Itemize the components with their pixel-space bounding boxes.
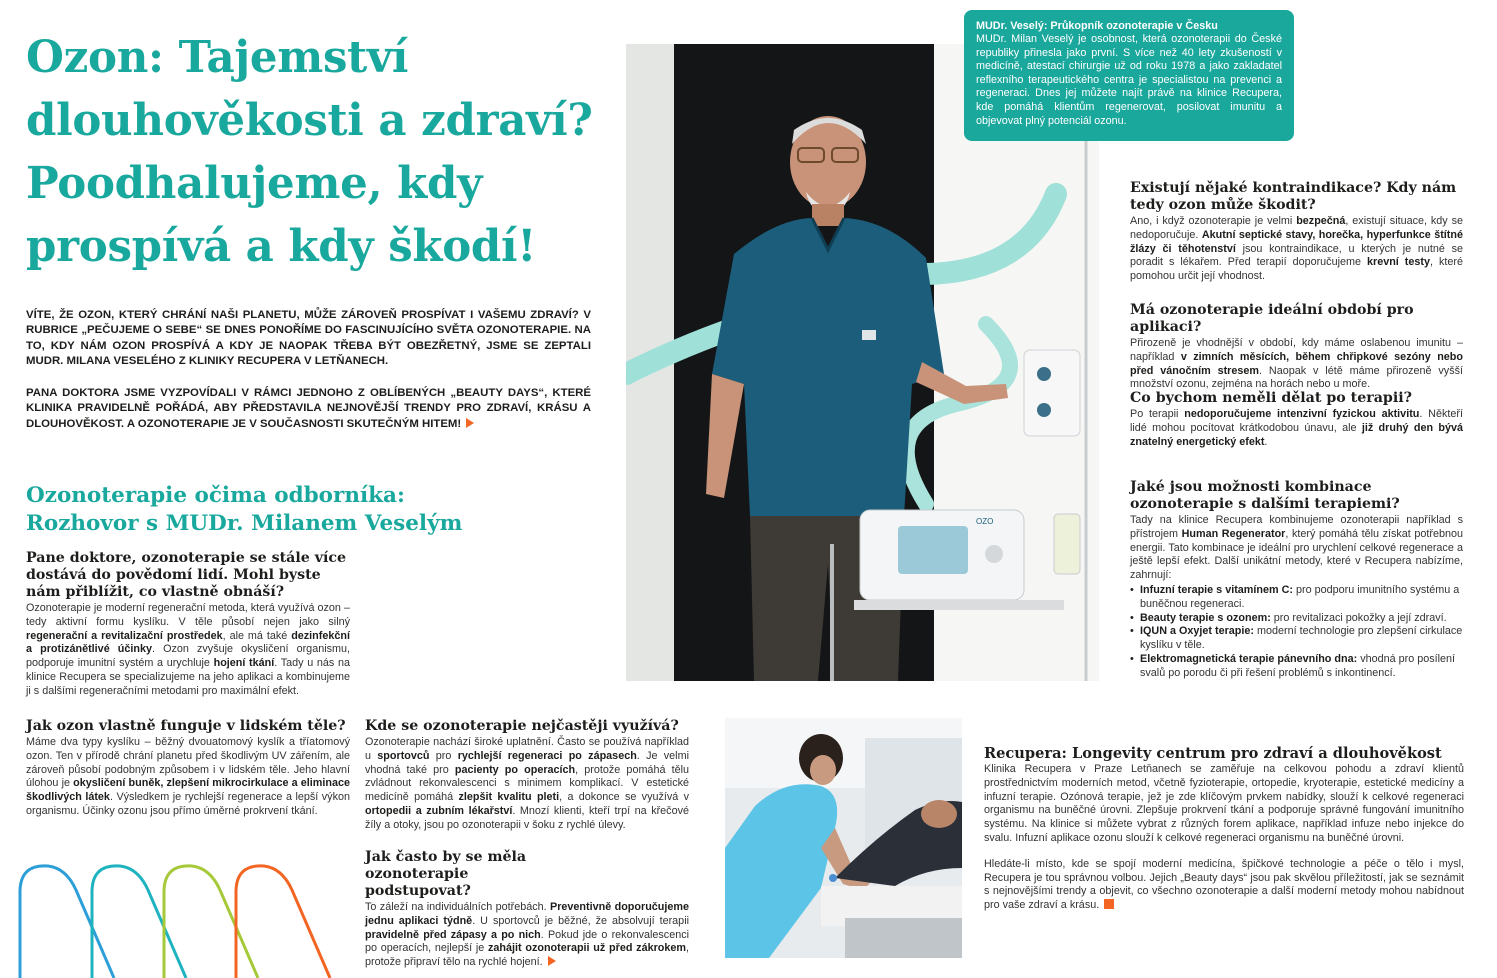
lead-text-2: PANA DOKTORA JSME VYZPOVÍDALI V RÁMCI JEDNOHO Z OBLÍBENÝCH „BEAUTY DAYS“, KTERÉ KLINIKA PRAVIDELNĚ POŘÁDÁ, ABY PŘEDSTAVILA NEJNOVĚJŠÍ TRENDY PRO ZDRAVÍ, KRÁSU A DLOUHOVĚKOST. A OZONOTERAPIE JE V SOUČASNOSTI SKUTEČNÝM HITEM! xyxy=(26,387,591,430)
doctor-info-box xyxy=(964,10,1294,141)
treatment-illustration xyxy=(725,718,962,958)
qa-block-2 xyxy=(26,718,350,819)
qa-block-1 xyxy=(26,550,350,699)
answer-4: To záleží na individuálních potřebách. Preventivně doporučujeme jednu aplikaci týdně. U sportovců je běžné, že absolvují terapii pravidelně před zápasy a po nich. Pokud jde o rekonvalescenci po operacích, nejlepší je zahájit ozonoterapii už před zákrokem, protože připraví tělo na rychlé hojení. xyxy=(365,901,690,969)
question-2: Jak ozon vlastně funguje v lidském těle? xyxy=(26,718,346,734)
question-6: Má ozonoterapie ideální období pro aplikaci? xyxy=(1130,302,1414,335)
answer-6: Přirozeně je vhodnější v období, kdy máme oslabenou imunitu – například v zimních měsících, během chřipkové sezóny nebo před vánočním stresem. Naopak v létě máme přirozeně vyšší množství ozonu, zejména na horách nebo u moře. xyxy=(1130,337,1464,391)
lead-paragraph-2 xyxy=(26,386,591,432)
answer-1: Ozonoterapie je moderní regenerační metoda, která využívá ozon – tedy aktivní formu kyslíku. V těle působí nejen jako silný regenerační a revitalizační prostředek, ale má také dezinfekční a protizánětlivé účinky. Ozon zvyšuje okysličení organismu, podporuje imunitní systém a urychluje hojení tkání. Tady u nás na klinice Recupera se specializujeme na jeho aplikaci a kombinujeme ji s dalšími regeneračními metodami pro maximální efekt. xyxy=(26,602,350,697)
list-item: • Infuzní terapie s vitamínem C: pro podporu imunitního systému a buněčnou regeneraci. xyxy=(1130,584,1463,612)
recupera-block xyxy=(984,745,1464,913)
question-7: Co bychom neměli dělat po terapii? xyxy=(1130,390,1412,406)
question-4: Jak často by se měla ozonoterapie podstupovat? xyxy=(365,849,527,899)
info-box-text: MUDr. Milan Veselý je osobnost, která ozonoterapii do České republiky přinesla jako první. S více než 40 lety zkušeností v medicíně, atestací chirurgie už od roku 1978 a jako zakladatel reflexního terapeutického centra je specialistou na prevenci a regeneraci. Dnes jej můžete najít právě na klinice Recupera, kde pomáhá klientům regenerovat, posilovat imunitu a objevovat plný potenciál ozonu. xyxy=(976,33,1282,127)
question-3: Kde se ozonoterapie nejčastěji využívá? xyxy=(365,718,679,734)
question-1: Pane doktore, ozonoterapie se stále více dostává do povědomí lidí. Mohl byste nám přiblížit, co vlastně obnáší? xyxy=(26,550,346,600)
treatment-photo xyxy=(725,718,962,958)
list-item: • Elektromagnetická terapie pánevního dna: vhodná pro posílení svalů po porodu či při řešení problémů s inkontinencí. xyxy=(1130,653,1463,681)
answer-5: Ano, i když ozonoterapie je velmi bezpečná, existují situace, kdy se nedoporučuje. Akutní septické stavy, horečka, hyperfunkce štítné žlázy či těhotenství jsou kontraindikace, u kterých je nutné se poradit s lékařem. Před terapií doporučujeme krevní testy, které pomohou určit její vhodnost. xyxy=(1130,215,1463,283)
continue-arrow-icon xyxy=(466,418,474,428)
answer-7: Po terapii nedoporučujeme intenzivní fyzickou aktivitu. Někteří lidé mohou pocítovat krátkodobou únavu, ale již druhý den bývá znatelný energetický efekt. xyxy=(1130,408,1463,448)
info-box-title: MUDr. Veselý: Průkopník ozonoterapie v Česku xyxy=(976,20,1218,32)
answer-2: Máme dva typy kyslíku – běžný dvouatomový kyslík a tříatomový ozon. Ten v přírodě chrání planetu před škodlivým UV zářením, ale zároveň působí podobným způsobem i v lidském těle. Jeho hlavní úlohou je okysličení buněk, zlepšení mikrocirkulace a eliminace škodlivých látek. Výsledkem je rychlejší regenerace a lepší výkon organismu. Účinky ozonu jsou přímo úměrné prokrvení tkání. xyxy=(26,736,350,817)
lead-paragraph-1 xyxy=(26,308,591,370)
qa-block-6 xyxy=(1130,302,1463,392)
recupera-paragraph-1: Klinika Recupera v Praze Letňanech se zaměřuje na celkovou pohodu a zdraví klientů prostřednictvím moderních metod, včetně fyzioterapie, ortopedie, kryoterapie, estetické medicíny a infuzní terapie. Ozónová terapie, jež je zde klíčovým prvkem nabídky, slouží k celkové regeneraci organismu na buněčné úrovni. Zlepšuje prokrvení tkání a podporuje správné fungování imunitního systému. Na klinice si můžete vybrat z různých forem aplikace, například infuze nebo injekce do svalu. Infuzní aplikace ozonu slouží k celkové regeneraci organismu na buněčné úrovni. xyxy=(984,763,1464,844)
device-label: OZO xyxy=(976,517,994,526)
qa-block-3 xyxy=(365,718,689,833)
lead-text-1: VÍTE, ŽE OZON, KTERÝ CHRÁNÍ NAŠI PLANETU, MŮŽE ZÁROVEŇ PROSPÍVAT I VAŠEMU ZDRAVÍ? V RUBRICE „PEČUJEME O SEBE“ SE DNES PONOŘÍME DO FASCINUJÍCÍHO SVĚTA OZONOTERAPIE. NA TO, KDY NÁM OZON PROSPÍVÁ A KDY JE NAOPAK TŘEBA BÝT OBEZŘETNÝ, JSME SE ZEPTALI MUDR. MILANA VESELÉHO Z KLINIKY RECUPERA V LETŇANECH. xyxy=(26,309,591,368)
qa-block-7 xyxy=(1130,390,1463,449)
list-item: • Beauty terapie s ozonem: pro revitalizaci pokožky a její zdraví. xyxy=(1130,612,1463,626)
section-title: Ozonoterapie očima odborníka: Rozhovor s MUDr. Milanem Veselým xyxy=(26,483,463,536)
qa-block-8 xyxy=(1130,479,1463,681)
question-8: Jaké jsou možnosti kombinace ozonoterapie s dalšími terapiemi? xyxy=(1130,479,1400,512)
answer-3: Ozonoterapie nachází široké uplatnění. Často se používá například u sportovců pro rychlejší regeneraci po zápasech. Je velmi vhodná také pro pacienty po operacích, protože pomáhá tělu zvládnout rekonvalescenci s minimem komplikací. V estetické medicíně pomáhá zlepšit kvalitu pleti, a dokonce se využívá v ortopedii a zubním lékařství. Mnozí klienti, kteří trpí na křečové žíly a otoky, jsou po ozonoterapii v šoku z rychlé úlevy. xyxy=(365,736,690,831)
therapy-list xyxy=(1130,584,1463,681)
qa-block-5 xyxy=(1130,180,1463,284)
end-mark-icon xyxy=(1104,899,1114,909)
answer-8: Tady na klinice Recupera kombinujeme ozonoterapii například s přístrojem Human Regenerator, který pomáhá tělu získat potřebnou energii. Tato kombinace je ideální pro urychlení celkové regenerace a ještě lepší efekt. Další unikátní metody, které v Recupera nabízíme, zahrnují: xyxy=(1130,514,1463,582)
page-title: Ozon: Tajemství dlouhověkosti a zdraví? Poodhalujeme, kdy prospívá a kdy škodí! xyxy=(26,32,593,272)
list-item: • IQUN a Oxyjet terapie: moderní technologie pro zlepšení cirkulace kyslíku v těle. xyxy=(1130,625,1463,653)
decorative-arches xyxy=(18,862,363,978)
continue-arrow-icon xyxy=(548,956,556,966)
recupera-title: Recupera: Longevity centrum pro zdraví a dlouhověkost xyxy=(984,745,1442,762)
qa-block-4 xyxy=(365,849,689,970)
recupera-paragraph-2: Hledáte-li místo, kde se spojí moderní medicína, špičkové technologie a péče o tělo i mysl, Recupera je tou správnou volbou. Jejich „Beauty days“ jsou pak skvělou příležitostí, jak se seznámit s nejnovějšími trendy a objevit, co všechno ozonoterapie a další moderní metody mohou nabídnout pro vaše zdraví a krásu. xyxy=(984,857,1464,912)
question-5: Existují nějaké kontraindikace? Kdy nám tedy ozon může škodit? xyxy=(1130,180,1457,213)
